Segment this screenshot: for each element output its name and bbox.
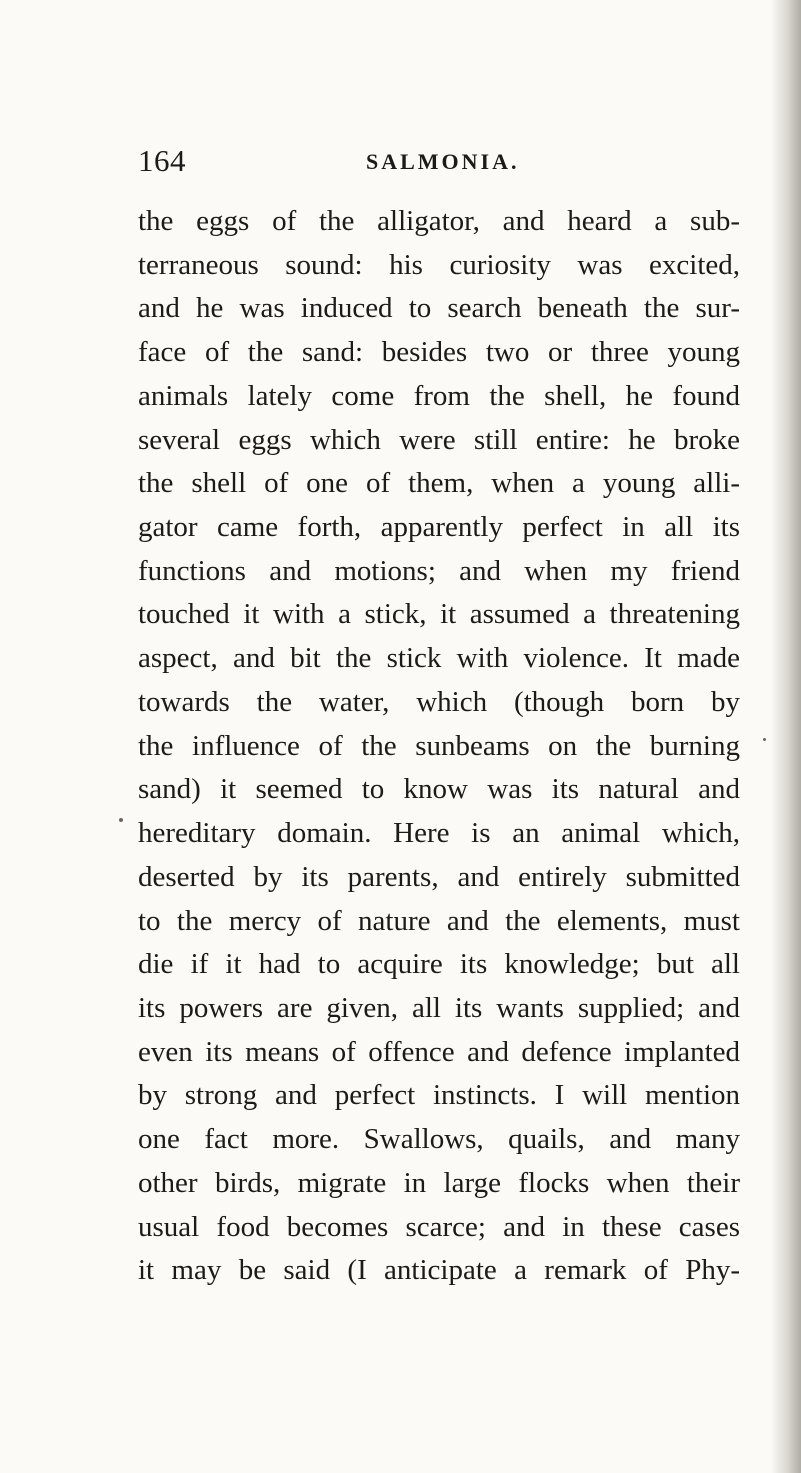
- text-line: by strong and perfect instincts. I will mention: [138, 1079, 740, 1112]
- text-line: animals lately come from the shell, he found: [138, 379, 740, 412]
- text-line: terraneous sound: his curiosity was excited,: [138, 248, 740, 281]
- text-line: and he was induced to search beneath the sur-: [138, 292, 740, 325]
- running-head: SALMONIA.: [366, 149, 520, 174]
- text-line: it may be said (I anticipate a remark of Phy-: [138, 1254, 740, 1287]
- text-line: other birds, migrate in large flocks when their: [138, 1166, 740, 1199]
- paper-speck: [119, 818, 123, 822]
- text-line: hereditary domain. Here is an animal which,: [138, 817, 740, 850]
- page-number: 164: [138, 143, 186, 178]
- body-text: [138, 200, 740, 1293]
- text-line: aspect, and bit the stick with violence. It made: [138, 642, 740, 675]
- text-line: the shell of one of them, when a young alli-: [138, 467, 740, 500]
- text-line: sand) it seemed to know was its natural and: [138, 773, 740, 806]
- text-line: one fact more. Swallows, quails, and many: [138, 1123, 740, 1156]
- text-line: usual food becomes scarce; and in these cases: [138, 1210, 740, 1243]
- text-line: the influence of the sunbeams on the burning: [138, 729, 740, 762]
- text-line: several eggs which were still entire: he broke: [138, 423, 740, 456]
- text-line: its powers are given, all its wants supplied; and: [138, 991, 740, 1024]
- text-line: towards the water, which (though born by: [138, 685, 740, 718]
- text-line: functions and motions; and when my friend: [138, 554, 740, 587]
- text-line: face of the sand: besides two or three young: [138, 336, 740, 369]
- text-line: touched it with a stick, it assumed a threatening: [138, 598, 740, 631]
- text-line: to the mercy of nature and the elements, must: [138, 904, 740, 937]
- text-line: deserted by its parents, and entirely submitted: [138, 860, 740, 893]
- page-header: [138, 143, 738, 183]
- text-line: the eggs of the alligator, and heard a sub-: [138, 205, 740, 237]
- text-line: die if it had to acquire its knowledge; but all: [138, 948, 740, 981]
- page-edge-shadow: [771, 0, 801, 1473]
- text-line: gator came forth, apparently perfect in all its: [138, 511, 740, 544]
- paper-speck: [763, 738, 766, 741]
- text-line: even its means of offence and defence implanted: [138, 1035, 740, 1068]
